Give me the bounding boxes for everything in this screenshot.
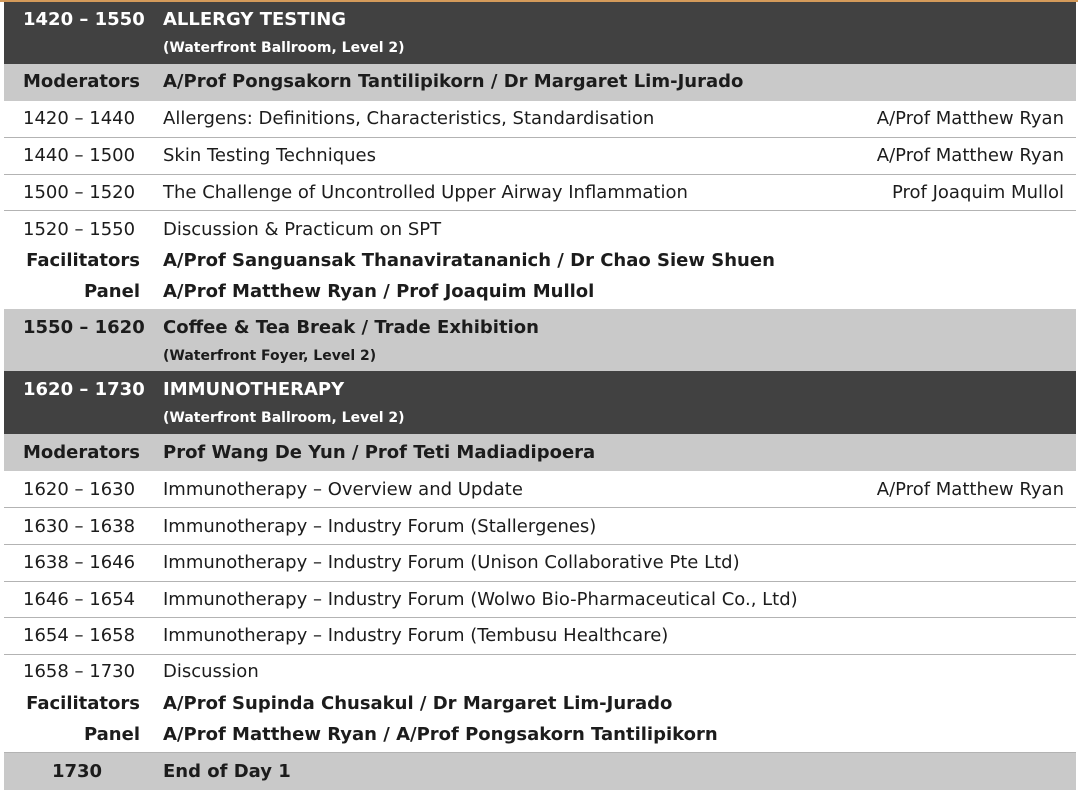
facilitators-names: A/Prof Sanguansak Thanaviratananich / Dr Chao Siew Shuen <box>163 250 775 271</box>
facilitators-names: A/Prof Supinda Chusakul / Dr Margaret Lim-Jurado <box>163 693 673 714</box>
moderators-names: Prof Wang De Yun / Prof Teti Madiadipoera <box>163 442 596 463</box>
programme-row <box>4 101 1076 138</box>
programme-row <box>4 471 1076 508</box>
item-speaker: A/Prof Matthew Ryan <box>876 145 1064 166</box>
programme-row <box>4 508 1076 545</box>
discussion-time: 1520 – 1550 <box>23 219 136 240</box>
moderators-names: A/Prof Pongsakorn Tantilipikorn / Dr Margaret Lim-Jurado <box>163 71 744 92</box>
end-of-day-row <box>4 753 1076 790</box>
session-time: 1620 – 1730 <box>23 379 145 400</box>
session-title: ALLERGY TESTING <box>163 9 347 30</box>
facilitators-label: Facilitators <box>26 693 140 714</box>
item-title: Skin Testing Techniques <box>163 145 376 166</box>
item-time: 1630 – 1638 <box>23 516 136 537</box>
session-venue: (Waterfront Ballroom, Level 2) <box>163 40 405 56</box>
discussion-row <box>4 211 1076 309</box>
panel-names: A/Prof Matthew Ryan / Prof Joaquim Mullol <box>163 281 595 302</box>
item-time: 1440 – 1500 <box>23 145 136 166</box>
session-time: 1420 – 1550 <box>23 9 145 30</box>
break-title: Coffee & Tea Break / Trade Exhibition <box>163 317 539 338</box>
item-title: Immunotherapy – Industry Forum (Stallergenes) <box>163 516 597 537</box>
moderators-label: Moderators <box>23 71 140 92</box>
discussion-row <box>4 655 1076 753</box>
panel-names: A/Prof Matthew Ryan / A/Prof Pongsakorn Tantilipikorn <box>163 724 718 745</box>
item-title: Allergens: Definitions, Characteristics, Standardisation <box>163 108 655 129</box>
facilitators-label: Facilitators <box>26 250 140 271</box>
item-time: 1638 – 1646 <box>23 552 136 573</box>
discussion-time: 1658 – 1730 <box>23 661 136 682</box>
moderators-row <box>4 434 1076 471</box>
panel-label: Panel <box>83 724 140 745</box>
session-venue: (Waterfront Ballroom, Level 2) <box>163 410 405 426</box>
item-title: Immunotherapy – Industry Forum (Unison Collaborative Pte Ltd) <box>163 552 740 573</box>
item-speaker: A/Prof Matthew Ryan <box>876 108 1064 129</box>
item-speaker: A/Prof Matthew Ryan <box>876 479 1064 500</box>
end-title: End of Day 1 <box>163 761 291 782</box>
programme-row <box>4 618 1076 655</box>
discussion-title: Discussion & Practicum on SPT <box>163 219 442 240</box>
item-time: 1420 – 1440 <box>23 108 136 129</box>
item-title: The Challenge of Uncontrolled Upper Airway Inflammation <box>163 182 688 203</box>
session-title: IMMUNOTHERAPY <box>163 379 345 400</box>
item-title: Immunotherapy – Industry Forum (Tembusu Healthcare) <box>163 625 669 646</box>
break-row <box>4 309 1076 371</box>
item-title: Immunotherapy – Industry Forum (Wolwo Bio-Pharmaceutical Co., Ltd) <box>163 589 798 610</box>
item-time: 1500 – 1520 <box>23 182 136 203</box>
item-time: 1620 – 1630 <box>23 479 136 500</box>
moderators-row <box>4 64 1076 101</box>
end-time: 1730 <box>51 761 103 782</box>
panel-label: Panel <box>83 281 140 302</box>
item-time: 1646 – 1654 <box>23 589 136 610</box>
programme-row <box>4 138 1076 175</box>
programme-row <box>4 582 1076 618</box>
break-venue: (Waterfront Foyer, Level 2) <box>163 348 377 364</box>
moderators-label: Moderators <box>23 442 140 463</box>
break-time: 1550 – 1620 <box>23 317 145 338</box>
session-header-immunotherapy <box>4 371 1076 434</box>
discussion-title: Discussion <box>163 661 259 682</box>
programme-row <box>4 175 1076 211</box>
item-time: 1654 – 1658 <box>23 625 136 646</box>
item-speaker: Prof Joaquim Mullol <box>891 182 1064 203</box>
session-header-allergy-testing <box>4 2 1076 64</box>
programme-row <box>4 545 1076 582</box>
item-title: Immunotherapy – Overview and Update <box>163 479 523 500</box>
